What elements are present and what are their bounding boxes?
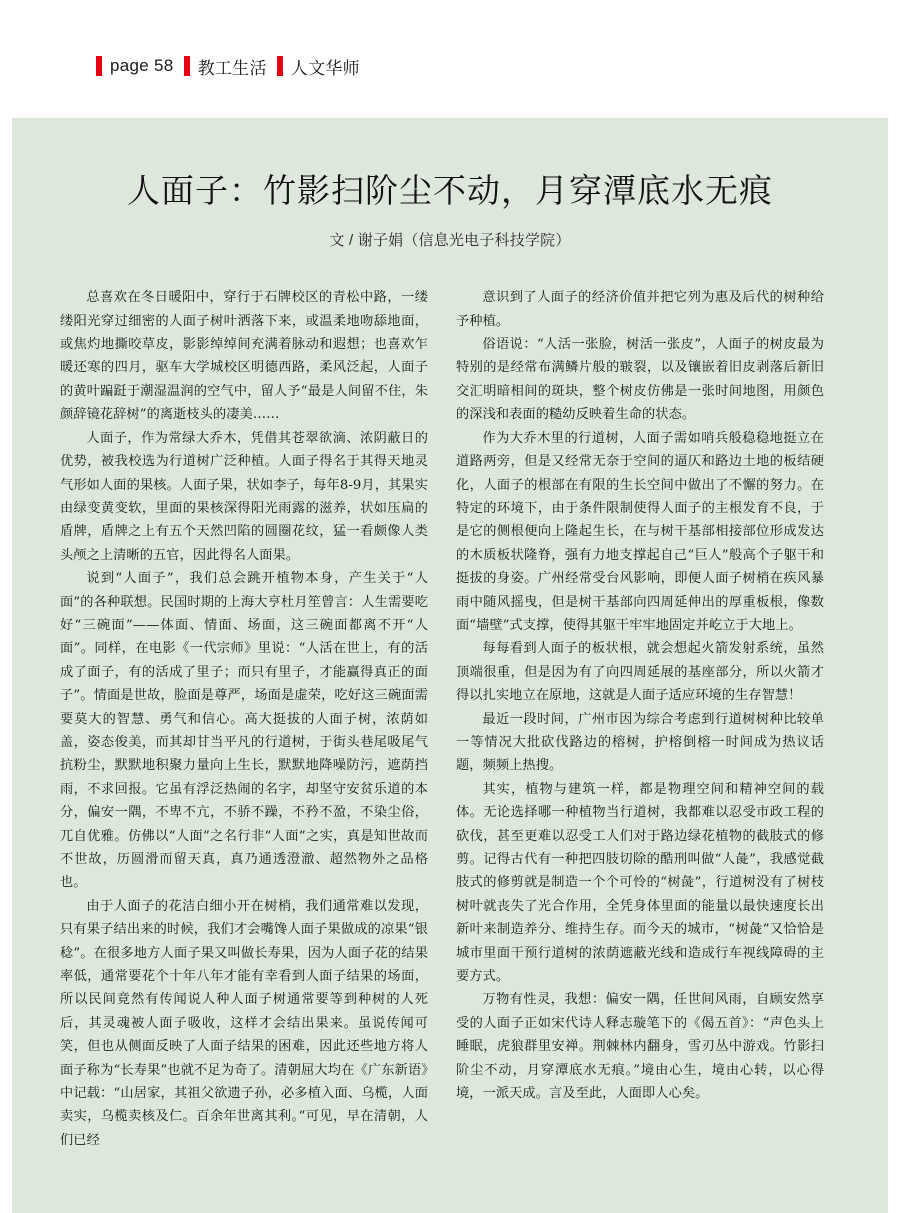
paragraph: 最近一段时间，广州市因为综合考虑到行道树树种比较单一等情况大批砍伐路边的榕树，护榕倒榕一时间成为热议话题，频频上热搜。 bbox=[456, 711, 824, 774]
header-section-label: 教工生活 bbox=[197, 58, 267, 78]
header-publication-label: 人文华师 bbox=[290, 58, 360, 78]
running-header bbox=[96, 52, 360, 80]
header-accent-bar-2 bbox=[184, 56, 190, 76]
paragraph: 俗语说：“人活一张脸，树活一张皮”，人面子的树皮最为特别的是经常布满鳞片般的皲裂，以及镶嵌着旧皮剥落后新旧交汇明暗相间的斑块，整个树皮仿佛是一张时间地图，用颜色的深浅和表面的糙幼反映着生命的状态。 bbox=[456, 337, 824, 423]
paragraph: 每每看到人面子的板状根，就会想起火箭发射系统，虽然顶端很重，但是因为有了向四周延展的基座部分，所以火箭才得以扎实地立在原地，这就是人面子适应环境的生存智慧！ bbox=[456, 641, 824, 704]
header-page-number: page 58 bbox=[110, 56, 174, 75]
paragraph: 说到“人面子”，我们总会跳开植物本身，产生关于“人面”的各种联想。民国时期的上海大亨杜月笙曾言：人生需要吃好“三碗面”——体面、情面、场面，这三碗面都离不开“人面”。同样，在电影《一代宗师》里说：“人活在世上，有的活成了面子，有的活成了里子；而只有里子，才能赢得真正的面子”。情面是世故，脸面是尊严，场面是虚荣，吃好这三碗面需要莫大的智慧、勇气和信心。高大挺拔的人面子树，浓荫如盖，姿态俊美，而其却甘当平凡的行道树，于街头巷尾吸尾气抗粉尘，默默地积聚力量向上生长，默默地降噪防污，遮荫挡雨，不求回报。它虽有浮泛热闹的名字，却坚守安贫乐道的本分，偏安一隅，不卑不亢，不骄不躁，不矜不盈，不染尘俗，兀自优雅。仿佛以“人面”之名行非“人面”之实，真是知世故而不世故，历圆滑而留天真，真乃通透澄澈、超然物外之品格也。 bbox=[60, 571, 428, 891]
title-block bbox=[12, 118, 888, 250]
paragraph: 人面子，作为常绿大乔木，凭借其苍翠欲滴、浓阴蔽日的优势，被我校选为行道树广泛种植。人面子得名于其得天地灵气形如人面的果核。人面子果，状如李子，每年8-9月，其果实由绿变黄变软，里面的果核深得阳光雨露的滋养，状如压扁的盾牌，盾牌之上有五个天然凹陷的圆圈花纹，猛一看颇像人类头颅之上清晰的五官，因此得名人面果。 bbox=[60, 430, 428, 563]
header-accent-bar-3 bbox=[277, 56, 283, 76]
header-accent-bar-1 bbox=[96, 56, 102, 76]
article-byline: 文 / 谢子娟（信息光电子科技学院） bbox=[329, 232, 571, 250]
paragraph: 作为大乔木里的行道树，人面子需如哨兵般稳稳地挺立在道路两旁，但是又经常无奈于空间的逼仄和路边土地的板结硬化，人面子的根部在有限的生长空间中做出了不懈的努力。在特定的环境下，由于条件限制使得人面子的主根发育不良，于是它的侧根便向上隆起生长，在与树干基部相接部位形成发达的木质板状隆脊，强有力地支撑起自己“巨人”般高个子躯干和挺拔的身姿。广州经常受台风影响，即便人面子树梢在疾风暴雨中随风摇曳，但是树干基部向四周延伸出的厚重板根，像数面“墙壁”式支撑，使得其躯干牢牢地固定并屹立于大地上。 bbox=[456, 430, 824, 633]
paragraph: 总喜欢在冬日暖阳中，穿行于石牌校区的青松中路，一缕缕阳光穿过细密的人面子树叶洒落下来，或温柔地吻舔地面，或焦灼地撕咬草皮，影影绰绰间充满着脉动和遐想；也喜欢乍暖还寒的四月，驱车大学城校区明德西路，柔风泛起，人面子的黄叶蹁跹于潮湿温润的空气中，留人予“最是人间留不住，朱颜辞镜花辞树”的离逝枝头的凄美…… bbox=[60, 290, 428, 423]
column-right bbox=[456, 286, 824, 1152]
paragraph: 意识到了人面子的经济价值并把它列为惠及后代的树种给予种植。 bbox=[456, 290, 824, 329]
paragraph: 其实，植物与建筑一样，都是物理空间和精神空间的载体。无论选择哪一种植物当行道树，我都难以忍受市政工程的砍伐，甚至更难以忍受工人们对于路边绿花植物的截肢式的修剪。记得古代有一种把四肢切除的酷刑叫做“人彘”，我感觉截肢式的修剪就是制造一个个可怜的“树彘”，行道树没有了树枝树叶就丧失了光合作用，全凭身体里面的能量以最快速度长出新叶来制造养分、维持生存。而今天的城市，“树彘”又恰恰是城市里面干预行道树的浓荫遮蔽光线和造成行车视线障碍的主要方式。 bbox=[456, 781, 824, 985]
article-title: 人面子：竹影扫阶尘不动，月穿潭底水无痕 bbox=[127, 171, 773, 210]
paragraph: 万物有性灵，我想：偏安一隅，任世间风雨，自顾安然享受的人面子正如宋代诗人释志璇笔下的《偈五首》：“声色头上睡眠，虎狼群里安禅。荆棘林内翻身，雪刃丛中游戏。竹影扫阶尘不动，月穿潭底水无痕。”境由心生，境由心转，以心得境，一派天成。言及至此，人面即人心矣。 bbox=[456, 992, 824, 1102]
paragraph: 由于人面子的花洁白细小开在树梢，我们通常难以发现，只有果子结出来的时候，我们才会嘴馋人面子果做成的凉果“银稔”。在很多地方人面子果又叫做长寿果，因为人面子花的结果率低，通常要花个十年八年才能有幸看到人面子结果的场面，所以民间竟然有传闻说人种人面子树通常要等到种树的人死后，其灵魂被人面子吸收，这样才会结出果来。虽说传闻可笑，但也从侧面反映了人面子结果的困难，因此还些地方将人面子称为“长寿果”也就不足为奇了。清朝屈大均在《广东新语》中记载：“山居家，其祖父欲遗子孙，必多植入面、乌榄，人面卖实，乌榄卖核及仁。百余年世离其利。”可见，早在清朝，人们已经 bbox=[60, 898, 428, 1148]
column-left bbox=[60, 286, 428, 1152]
article-panel bbox=[12, 118, 888, 1213]
article-body-columns bbox=[12, 250, 888, 1152]
